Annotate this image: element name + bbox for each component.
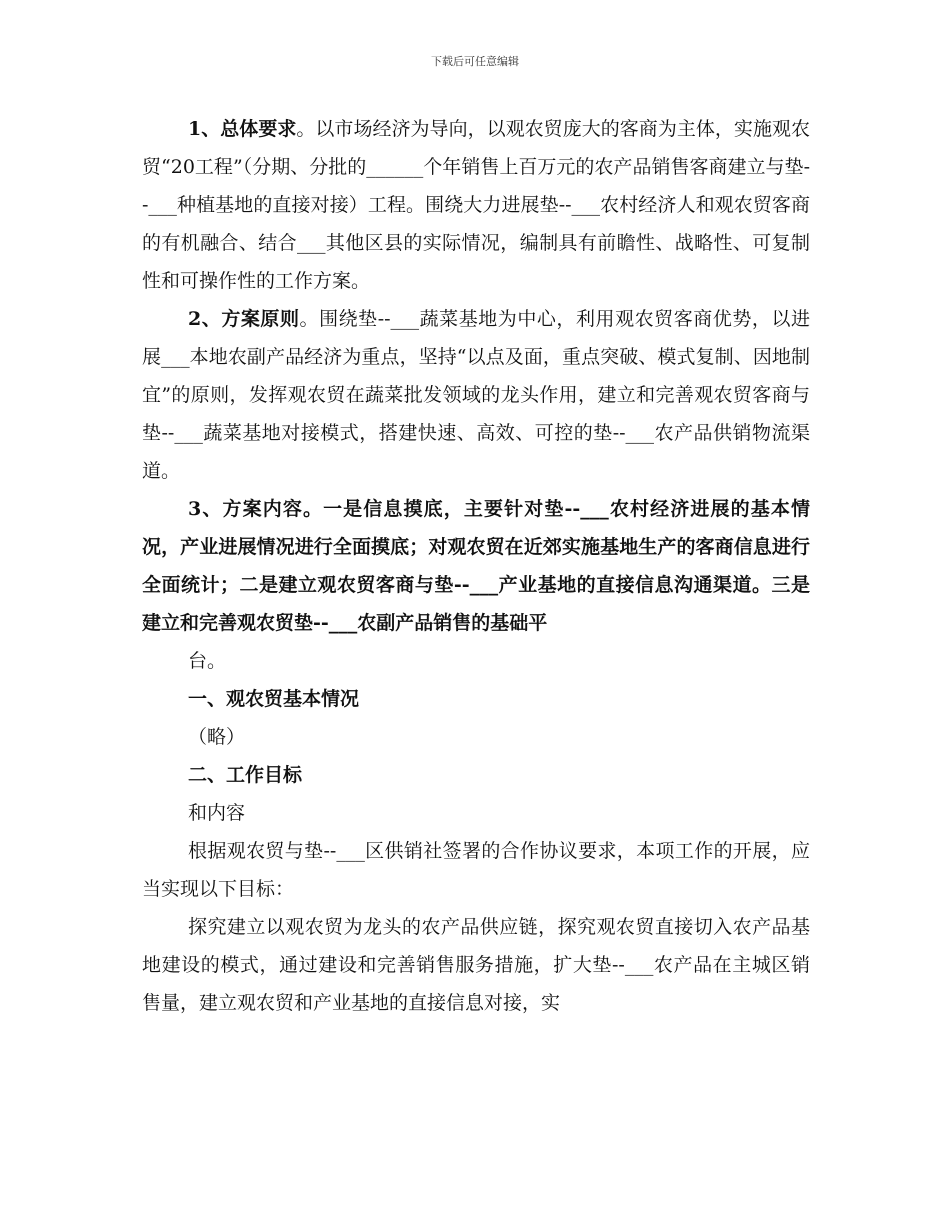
paragraph-body-plan-principles: 。围绕垫--___蔬菜基地为中心，利用观农贸客商优势，以进展___本地农副产品经济为重点，坚持“以点及面，重点突破、模式复制、因地制宜”的原则，发挥观农贸在蔬菜批发领域的龙头作用，建立和完善观农贸客商与垫--___蔬菜基地对接模式，搭建快速、高效、可控的垫--___农产品供销物流渠道。 [142, 308, 810, 482]
paragraph-body-overall-requirements: 。以市场经济为导向，以观农贸庞大的客商为主体，实施观农贸“20工程”（分期、分批的______个年销售上百万元的农产品销售客商建立与垫--___种植基地的直接对接）工程。围绕大力进展垫--___农村经济人和观农贸客商的有机融合、结合___其他区县的实际情况，编制具有前瞻性、战略性、可复制性和可操作性的工作方案。 [142, 118, 810, 292]
omitted-note: （略） [188, 726, 246, 748]
section-heading-work-goals: 二、工作目标 [188, 764, 303, 786]
document-body [142, 110, 810, 1022]
section-heading-basic-situation: 一、观农贸基本情况 [188, 688, 360, 710]
paragraph-plan-content-tail: 台。 [188, 650, 227, 672]
paragraph-lead-overall-requirements: 1、总体要求 [188, 118, 297, 140]
page-header: 下载后可任意编辑 [431, 55, 519, 68]
paragraph-overall-requirements [142, 110, 810, 300]
section-heading-work-goals-tail: 和内容 [188, 802, 246, 824]
paragraph-agreement-goals: 根据观农贸与垫--___区供销社签署的合作协议要求，本项工作的开展，应当实现以下目标： [142, 840, 810, 900]
paragraph-supply-chain: 探究建立以观农贸为龙头的农产品供应链，探究观农贸直接切入农产品基地建设的模式，通过建设和完善销售服务措施，扩大垫--___农产品在主城区销售量，建立观农贸和产业基地的直接信息对接，实 [142, 916, 810, 1014]
paragraph-plan-principles [142, 300, 810, 490]
paragraph-plan-content: 3、方案内容。一是信息摸底，主要针对垫--___农村经济进展的基本情况，产业进展情况进行全面摸底；对观农贸在近郊实施基地生产的客商信息进行全面统计；二是建立观农贸客商与垫--___产业基地的直接信息沟通渠道。三是建立和完善观农贸垫--___农副产品销售的基础平 [142, 498, 810, 634]
paragraph-lead-plan-principles: 2、方案原则 [188, 308, 300, 330]
